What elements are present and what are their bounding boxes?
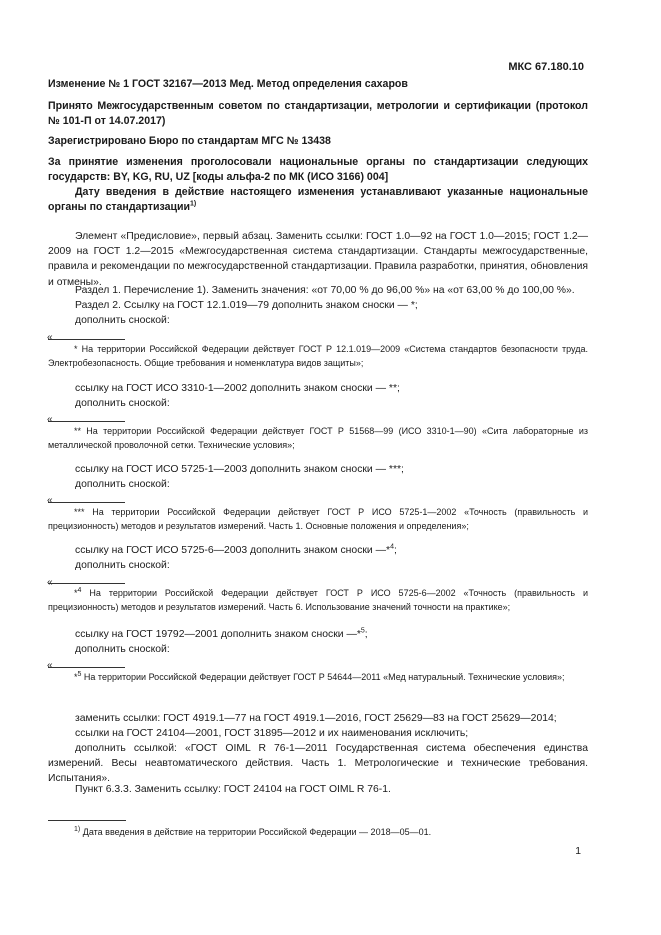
footnote-2: ** На территории Российской Федерации действует ГОСТ Р 51568—99 (ИСО 3310-1—90) «Сита лабораторные из металлической проволочной сетки. Технические условия»; (48, 426, 588, 450)
registration: Зарегистрировано Бюро по стандартам МГС № 13438 (48, 135, 331, 147)
paragraph-replace-refs: заменить ссылки: ГОСТ 4919.1—77 на ГОСТ 4919.1—2016, ГОСТ 25629—83 на ГОСТ 25629—2014; (75, 713, 557, 724)
adopted-by: Принято Межгосударственным советом по стандартизации, метрологии и сертификации (протокол № 101-П от 14.07.2017) (48, 100, 588, 127)
effective-date-note: Дату введения в действие настоящего изменения устанавливают указанные национальные органы по стандартизации$^{1)}$ (48, 186, 588, 213)
quote-mark: « (47, 495, 53, 506)
page-footnote-separator (48, 820, 126, 821)
footnote-ref: 1) (190, 200, 197, 208)
paragraph-iso5725-6: ссылку на ГОСТ ИСО 5725-6—2003 дополнить знаком сноски —*$^4$; (75, 543, 397, 556)
paragraph-add-footnote: дополнить сноской: (75, 398, 170, 409)
voting-states: За принятие изменения проголосовали национальные органы по стандартизации следующих государств: BY, KG, RU, UZ [коды альфа-2 по МК (ИСО 3166) 004] (48, 156, 588, 183)
paragraph-foreword: Элемент «Предисловие», первый абзац. Заменить ссылки: ГОСТ 1.0—92 на ГОСТ 1.0—2015; ГОСТ 1.2—2009 на ГОСТ 1.2—2015 «Межгосударственная система стандартизации. Стандарты межгосударственные, правила и рекомендации по межгосударственной стандартизации. Правила разработки, принятия, обновления и отмены». (48, 231, 588, 288)
paragraph-remove-refs: ссылки на ГОСТ 24104—2001, ГОСТ 31895—2012 и их наименования исключить; (75, 728, 469, 739)
footnote-5: *$^5$ На территории Российской Федерации действует ГОСТ Р 54644—2011 «Мед натуральный. Технические условия»; (74, 671, 565, 682)
paragraph-6-3-3: Пункт 6.3.3. Заменить ссылку: ГОСТ 24104 на ГОСТ OIML R 76-1. (75, 784, 391, 795)
quote-mark: « (47, 577, 53, 588)
footnote-separator (48, 339, 125, 340)
paragraph-iso3310: ссылку на ГОСТ ИСО 3310-1—2002 дополнить знаком сноски — **; (75, 383, 400, 394)
paragraph-add-ref: дополнить ссылкой: «ГОСТ OIML R 76-1—2011 Государственная система обеспечения единства измерений. Весы неавтоматического действия. Часть 1. Метрологические и технические требования. Испытания». (48, 743, 588, 785)
footnote-separator (48, 583, 125, 584)
quote-mark: « (47, 660, 53, 671)
footnote-3: *** На территории Российской Федерации действует ГОСТ Р ИСО 5725-1—2002 «Точность (правильность и прецизионность) методов и результатов измерений. Часть 1. Основные положения и определения»; (48, 507, 588, 531)
quote-mark: « (47, 332, 53, 343)
footnote-separator (48, 421, 125, 422)
paragraph-add-footnote: дополнить сноской: (75, 315, 170, 326)
paragraph-iso5725-1: ссылку на ГОСТ ИСО 5725-1—2003 дополнить знаком сноски — ***; (75, 464, 404, 475)
classification-code: МКС 67.180.10 (508, 61, 584, 73)
paragraph-section1: Раздел 1. Перечисление 1). Заменить значения: «от 70,00 % до 96,00 %» на «от 63,00 % до 100,00 %». (75, 285, 575, 296)
paragraph-add-footnote: дополнить сноской: (75, 560, 170, 571)
footnote-separator (48, 502, 125, 503)
footnote-separator (48, 667, 125, 668)
paragraph-add-footnote: дополнить сноской: (75, 479, 170, 490)
paragraph-gost19792: ссылку на ГОСТ 19792—2001 дополнить знаком сноски —*$^5$; (75, 627, 368, 640)
amendment-title: Изменение № 1 ГОСТ 32167—2013 Мед. Метод определения сахаров (48, 78, 408, 90)
page-number: 1 (575, 846, 581, 857)
paragraph-add-footnote: дополнить сноской: (75, 644, 170, 655)
footnote-4: *$^4$ На территории Российской Федерации действует ГОСТ Р ИСО 5725-6—2002 «Точность (правильность и прецизионность) методов и результатов измерений. Часть 6. Использование значений точности на практике»; (48, 587, 588, 612)
paragraph-section2: Раздел 2. Ссылку на ГОСТ 12.1.019—79 дополнить знаком сноски — *; (75, 300, 418, 311)
footnote-1: * На территории Российской Федерации действует ГОСТ Р 12.1.019—2009 «Система стандартов безопасности труда. Электробезопасность. Общие требования и номенклатура видов защиты»; (48, 344, 588, 368)
quote-mark: « (47, 414, 53, 425)
page-footnote: $^{1)}$ Дата введения в действие на территории Российской Федерации — 2018—05—01. (74, 826, 432, 837)
